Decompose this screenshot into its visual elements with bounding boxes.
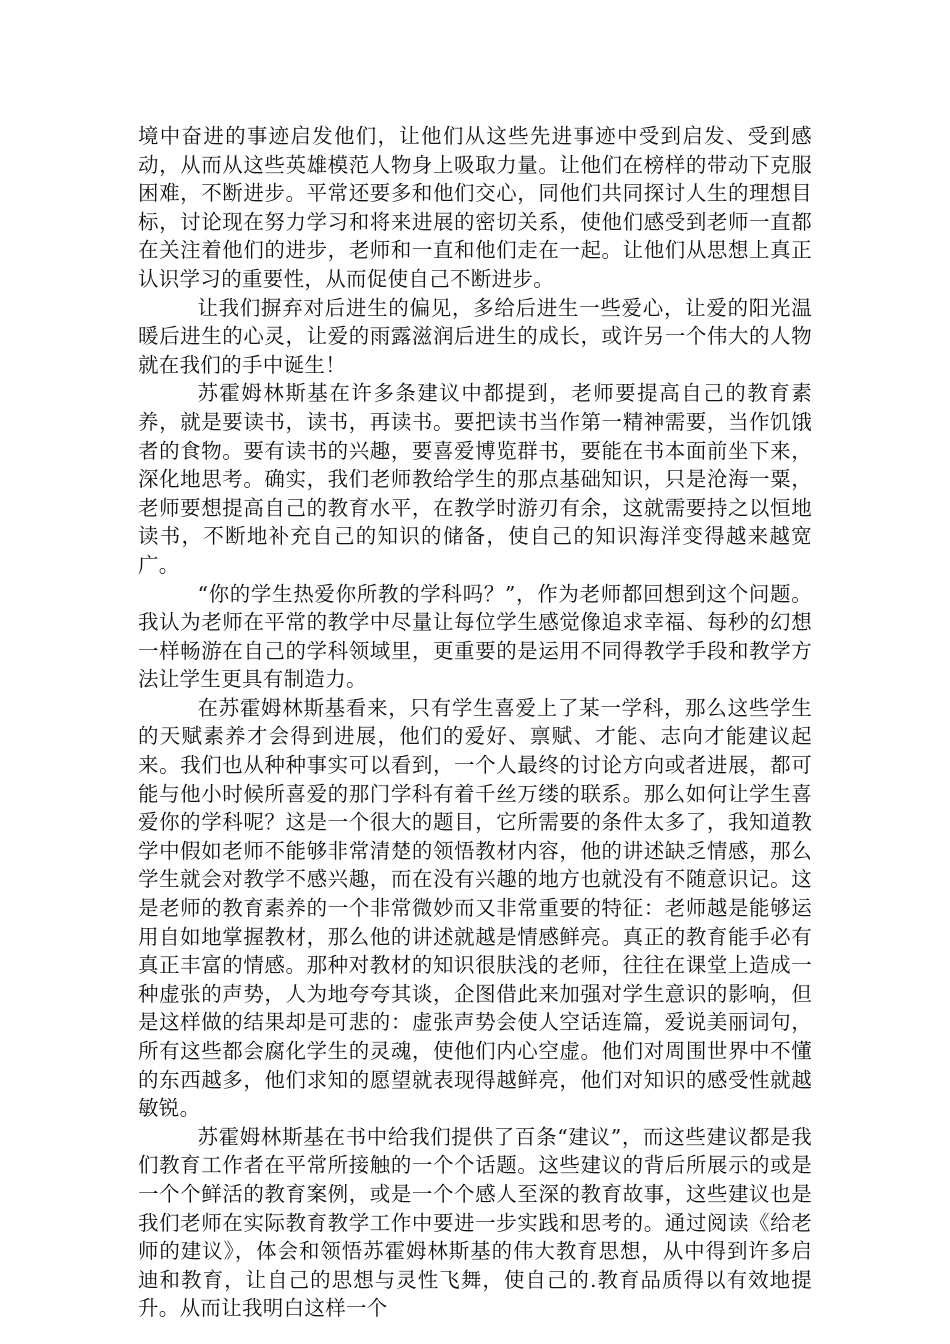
paragraph-4: “你的学生热爱你所教的学科吗？”，作为老师都回想到这个问题。我认为老师在平常的教学中尽量让每位学生感觉像追求幸福、每秒的幻想一样畅游在自己的学科领域里，更重要的是运用不同得教学手段和教学方法让学生更具有制造力。 xyxy=(138,581,812,692)
paragraph-1: 境中奋进的事迹启发他们，让他们从这些先进事迹中受到启发、受到感动，从而从这些英雄模范人物身上吸取力量。让他们在榜样的带动下克服困难，不断进步。平常还要多和他们交心，同他们共同探讨人生的理想目标，讨论现在努力学习和将来进展的密切关系，使他们感受到老师一直都在关注着他们的进步，老师和一直和他们走在一起。让他们从思想上真正认识学习的重要性，从而促使自己不断进步。 xyxy=(138,124,812,291)
paragraph-2: 让我们摒弃对后进生的偏见，多给后进生一些爱心，让爱的阳光温暖后进生的心灵，让爱的雨露滋润后进生的成长，或许另一个伟大的人物就在我们的手中诞生！ xyxy=(138,295,812,377)
document-body xyxy=(138,122,812,1323)
paragraph-3: 苏霍姆林斯基在许多条建议中都提到，老师要提高自己的教育素养，就是要读书，读书，再读书。要把读书当作第一精神需要，当作饥饿者的食物。要有读书的兴趣，要喜爱博览群书，要能在书本面前坐下来，深化地思考。确实，我们老师教给学生的那点基础知识，只是沧海一粟，老师要想提高自己的教育水平，在教学时游刃有余，这就需要持之以恒地读书，不断地补充自己的知识的储备，使自己的知识海洋变得越来越宽广。 xyxy=(138,381,812,577)
paragraph-6: 苏霍姆林斯基在书中给我们提供了百条“建议”，而这些建议都是我们教育工作者在平常所接触的一个个话题。这些建议的背后所展示的或是一个个鲜活的教育案例，或是一个个感人至深的教育故事，这些建议也是我们老师在实际教育教学工作中要进一步实践和思考的。通过阅读《给老师的建议》，体会和领悟苏霍姆林斯基的伟大教育思想，从中得到许多启迪和教育，让自己的思想与灵性飞舞，使自己的.教育品质得以有效地提升。从而让我明白这样一个 xyxy=(138,1124,812,1321)
paragraph-5: 在苏霍姆林斯基看来，只有学生喜爱上了某一学科，那么这些学生的天赋素养才会得到进展，他们的爱好、禀赋、才能、志向才能建议起来。我们也从种种事实可以看到，一个人最终的讨论方向或者进展，都可能与他小时候所喜爱的那门学科有着千丝万缕的联系。那么如何让学生喜爱你的学科呢？这是一个很大的题目，它所需要的条件太多了，我知道教学中假如老师不能够非常清楚的领悟教材内容，他的讲述缺乏情感，那么学生就会对教学不感兴趣，而在没有兴趣的地方也就没有不随意识记。这是老师的教育素养的一个非常微妙而又非常重要的特征：老师越是能够运用自如地掌握教材，那么他的讲述就越是情感鲜亮。真正的教育能手必有真正丰富的情感。那种对教材的知识很肤浅的老师，往往在课堂上造成一种虚张的声势，人为地夸夸其谈，企图借此来加强对学生意识的影响，但是这样做的结果却是可悲的：虚张声势会使人空话连篇，爱说美丽词句，所有这些都会腐化学生的灵魂，使他们内心空虚。他们对周围世界中不懂的东西越多，他们求知的愿望就表现得越鲜亮，他们对知识的感受性就越敏锐。 xyxy=(138,695,812,1121)
